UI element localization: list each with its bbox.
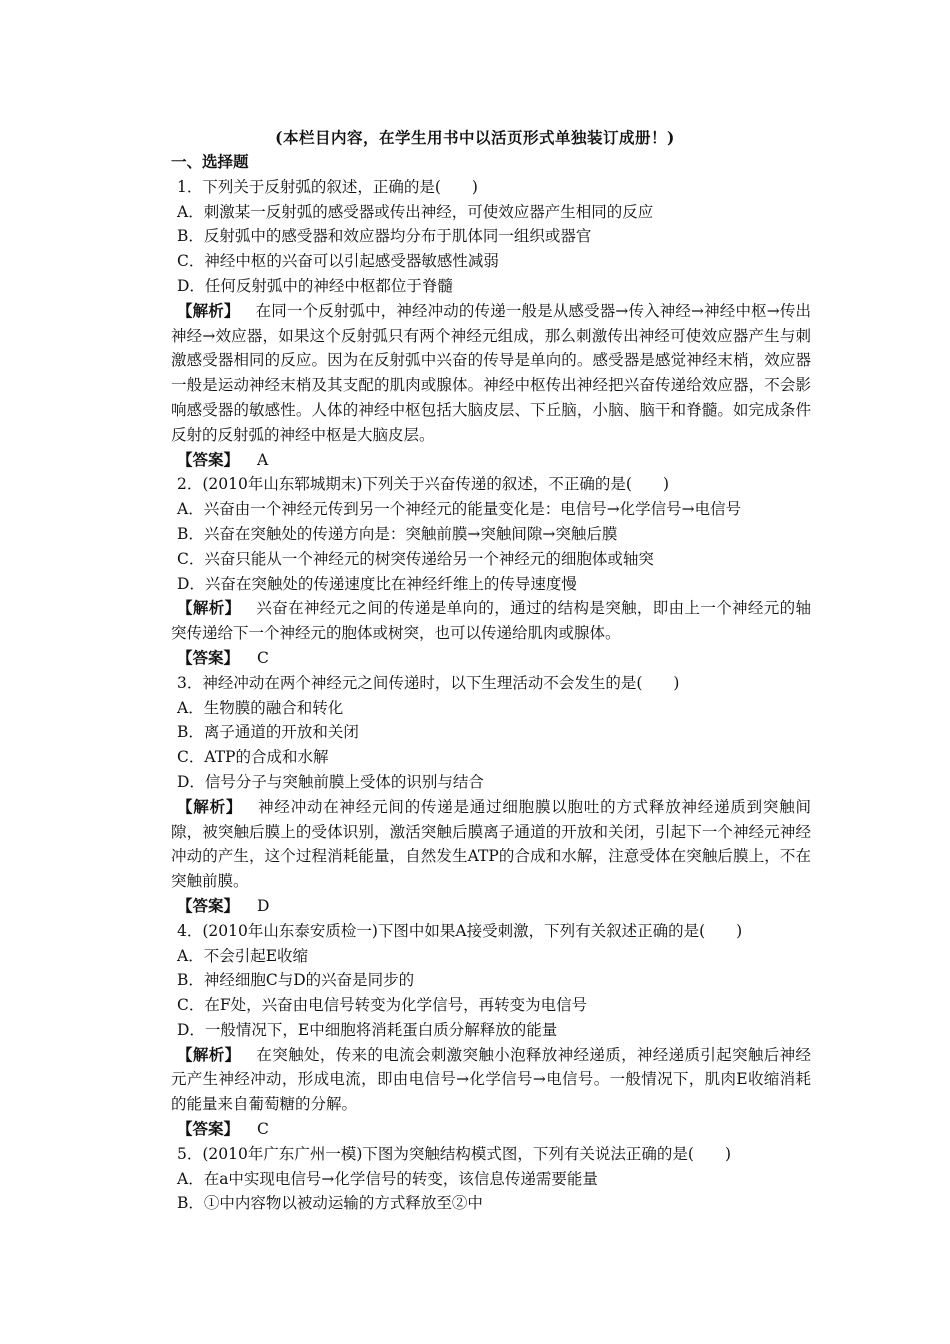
answer-value: C — [257, 1120, 269, 1139]
option: B．①中内容物以被动运输的方式释放至②中 — [177, 1194, 483, 1213]
option: A．兴奋由一个神经元传到另一个神经元的能量变化是：电信号→化学信号→电信号 — [177, 500, 742, 519]
answer-line — [171, 1117, 811, 1142]
option: D．一般情况下，E中细胞将消耗蛋白质分解释放的能量 — [177, 1020, 558, 1039]
option: C．在F处，兴奋由电信号转变为化学信号，再转变为电信号 — [177, 996, 588, 1015]
analysis-paragraph — [171, 795, 811, 894]
analysis-paragraph — [171, 596, 811, 646]
answer-label: 【答案】 — [177, 647, 240, 667]
answer-value: A — [257, 450, 269, 469]
option: D．任何反射弧中的神经中枢都位于脊髓 — [177, 276, 453, 295]
analysis-paragraph — [171, 299, 811, 448]
analysis-text: 在突触处，传来的电流会刺激突触小泡释放神经递质，神经递质引起突触后神经元产生神经冲动，形成电流，即由电信号→化学信号→电信号。一般情况下，肌肉E收缩消耗的能量来自葡萄糖的分解。 — [171, 1045, 811, 1114]
answer-line — [171, 448, 811, 473]
question-stem: 1．下列关于反射弧的叙述，正确的是( ) — [177, 177, 478, 196]
option: C．ATP的合成和水解 — [177, 748, 329, 767]
answer-label: 【答案】 — [177, 1119, 240, 1139]
option: A．刺激某一反射弧的感受器或传出神经，可使效应器产生相同的反应 — [177, 202, 654, 221]
question-stem: 2．(2010年山东郓城期末)下列关于兴奋传递的叙述，不正确的是( ) — [177, 475, 669, 494]
option: A．不会引起E收缩 — [177, 946, 309, 965]
analysis-label: 【解析】 — [177, 300, 240, 320]
answer-line — [171, 894, 811, 919]
option: B．神经细胞C与D的兴奋是同步的 — [177, 971, 415, 990]
option: D．兴奋在突触处的传递速度比在神经纤维上的传导速度慢 — [177, 574, 577, 593]
option: C．兴奋只能从一个神经元的树突传递给另一个神经元的细胞体或轴突 — [177, 549, 654, 568]
binding-notice: (本栏目内容，在学生用书中以活页形式单独装订成册！) — [275, 128, 675, 147]
analysis-label: 【解析】 — [177, 796, 243, 816]
analysis-text: 在同一个反射弧中，神经冲动的传递一般是从感受器→传入神经→神经中枢→传出神经→效应器，如果这个反射弧只有两个神经元组成，那么刺激传出神经可使效应器产生与刺激感受器相同的反应。因为在反射弧中兴奋的传导是单向的。感受器是感觉神经末梢，效应器一般是运动神经末梢及其支配的肌肉或腺体。神经中枢传出神经把兴奋传递给效应器，不会影响感受器的敏感性。人体的神经中枢包括大脑皮层、下丘脑，小脑、脑干和脊髓。如完成条件反射的反射弧的神经中枢是大脑皮层。 — [171, 301, 811, 444]
analysis-label: 【解析】 — [177, 1044, 241, 1064]
option: B．反射弧中的感受器和效应器均分布于肌体同一组织或器官 — [177, 227, 592, 246]
answer-line — [171, 646, 811, 671]
analysis-text: 神经冲动在神经元间的传递是通过细胞膜以胞吐的方式释放神经递质到突触间隙，被突触后膜上的受体识别，激活突触后膜离子通道的开放和关闭，引起下一个神经元神经冲动的产生，这个过程消耗能量，自然发生ATP的合成和水解，注意受体在突触后膜上，不在突触前膜。 — [171, 797, 811, 891]
question-stem: 4．(2010年山东泰安质检一)下图中如果A接受刺激，下列有关叙述正确的是( ) — [177, 921, 743, 940]
question-stem: 3．神经冲动在两个神经元之间传递时，以下生理活动不会发生的是( ) — [177, 673, 680, 692]
answer-value: C — [257, 648, 269, 667]
option: B．兴奋在突触处的传递方向是：突触前膜→突触间隙→突触后膜 — [177, 524, 618, 543]
option: A．在a中实现电信号→化学信号的转变，该信息传递需要能量 — [177, 1169, 598, 1188]
analysis-label: 【解析】 — [177, 598, 241, 618]
analysis-text: 兴奋在神经元之间的传递是单向的，通过的结构是突触，即由上一个神经元的轴突传递给下一个神经元的胞体或树突，也可以传递给肌肉或腺体。 — [171, 599, 811, 643]
option: D．信号分子与突触前膜上受体的识别与结合 — [177, 772, 484, 791]
option: C．神经中枢的兴奋可以引起感受器敏感性减弱 — [177, 252, 499, 271]
document-body — [171, 150, 811, 1216]
question-stem: 5．(2010年广东广州一模)下图为突触结构模式图，下列有关说法正确的是( ) — [177, 1144, 731, 1163]
section-title: 一、选择题 — [171, 152, 249, 171]
option: A．生物膜的融合和转化 — [177, 698, 344, 717]
analysis-paragraph — [171, 1043, 811, 1117]
option: B．离子通道的开放和关闭 — [177, 723, 359, 742]
answer-label: 【答案】 — [177, 449, 240, 469]
answer-value: D — [257, 896, 270, 915]
answer-label: 【答案】 — [177, 895, 240, 915]
